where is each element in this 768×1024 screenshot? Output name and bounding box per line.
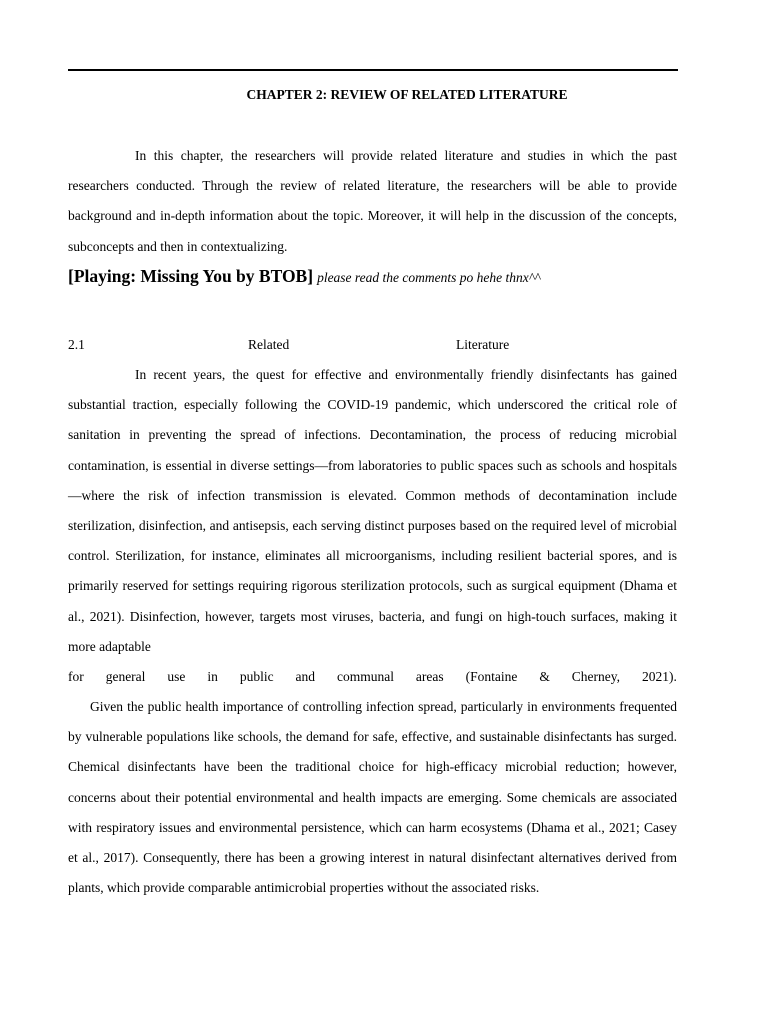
playing-title: [Playing: Missing You by BTOB] (68, 266, 314, 286)
section-number: 2.1 (68, 337, 85, 352)
last-line-word: (Fontaine (465, 669, 518, 685)
intro-paragraph-text: In this chapter, the researchers will provide related literature and studies in which the past researchers conducted. Through the review of related literature, the researchers will be able to provide background and in-depth information about the topic. Moreover, it will help in the discussion of the concepts, subconcepts and then in contextualizing. (68, 148, 677, 254)
body-paragraph-2-text: Given the public health importance of controlling infection spread, particularly in environments frequented by vulnerable populations like schools, the demand for safe, effective, and sustainable disinfectants has surged. Chemical disinfectants have been the traditional choice for high-efficacy microbial reduction; however, concerns about their potential environmental and health impacts are emerging. Some chemicals are associated with respiratory issues and environmental persistence, which can harm ecosystems (Dhama et al., 2021; Casey et al., 2017). Consequently, there has been a growing interest in natural disinfectant alternatives derived from plants, which provide comparable antimicrobial properties without the associated risks. (68, 699, 677, 896)
last-line-word: communal (336, 669, 394, 685)
last-line-word: in (207, 669, 218, 685)
section-heading-word-1: Related (248, 337, 290, 352)
last-line-word: areas (415, 669, 444, 685)
last-line-word: public (239, 669, 274, 685)
last-line-word: and (295, 669, 316, 685)
last-line-word: & (539, 669, 550, 685)
section-heading-word-2: Literature (456, 337, 510, 352)
last-line-word: 2021). (641, 669, 677, 685)
body-paragraph-1-last-line (68, 662, 677, 692)
chapter-title: CHAPTER 2: REVIEW OF RELATED LITERATURE (246, 87, 568, 102)
intro-paragraph (68, 141, 677, 262)
last-line-word: general (105, 669, 146, 685)
header-rule (68, 69, 678, 71)
body-paragraph-1-main (68, 360, 677, 662)
last-line-word: Cherney, (571, 669, 621, 685)
body-paragraph-1 (68, 360, 677, 692)
last-line-word: for (68, 669, 84, 685)
playing-note: please read the comments po hehe thnx^^ (317, 270, 541, 285)
playing-note-line (68, 266, 540, 287)
last-line-word: use (167, 669, 186, 685)
body-paragraph-1-text: In recent years, the quest for effective and environmentally friendly disinfectants has gained substantial traction, especially following the COVID-19 pandemic, which underscored the critical role of sanitation in preventing the spread of infections. Decontamination, the process of reducing microbial contamination, is essential in diverse settings—from laboratories to public spaces such as schools and hospitals—where the risk of infection transmission is elevated. Common methods of decontamination include sterilization, disinfection, and antisepsis, each serving distinct purposes based on the required level of microbial control. Sterilization, for instance, eliminates all microorganisms, including resilient bacterial spores, and is primarily reserved for settings requiring rigorous sterilization protocols, such as surgical equipment (Dhama et al., 2021). Disinfection, however, targets most viruses, bacteria, and fungi on high-touch surfaces, making it more adaptable (68, 367, 677, 654)
body-paragraph-2 (68, 692, 677, 903)
